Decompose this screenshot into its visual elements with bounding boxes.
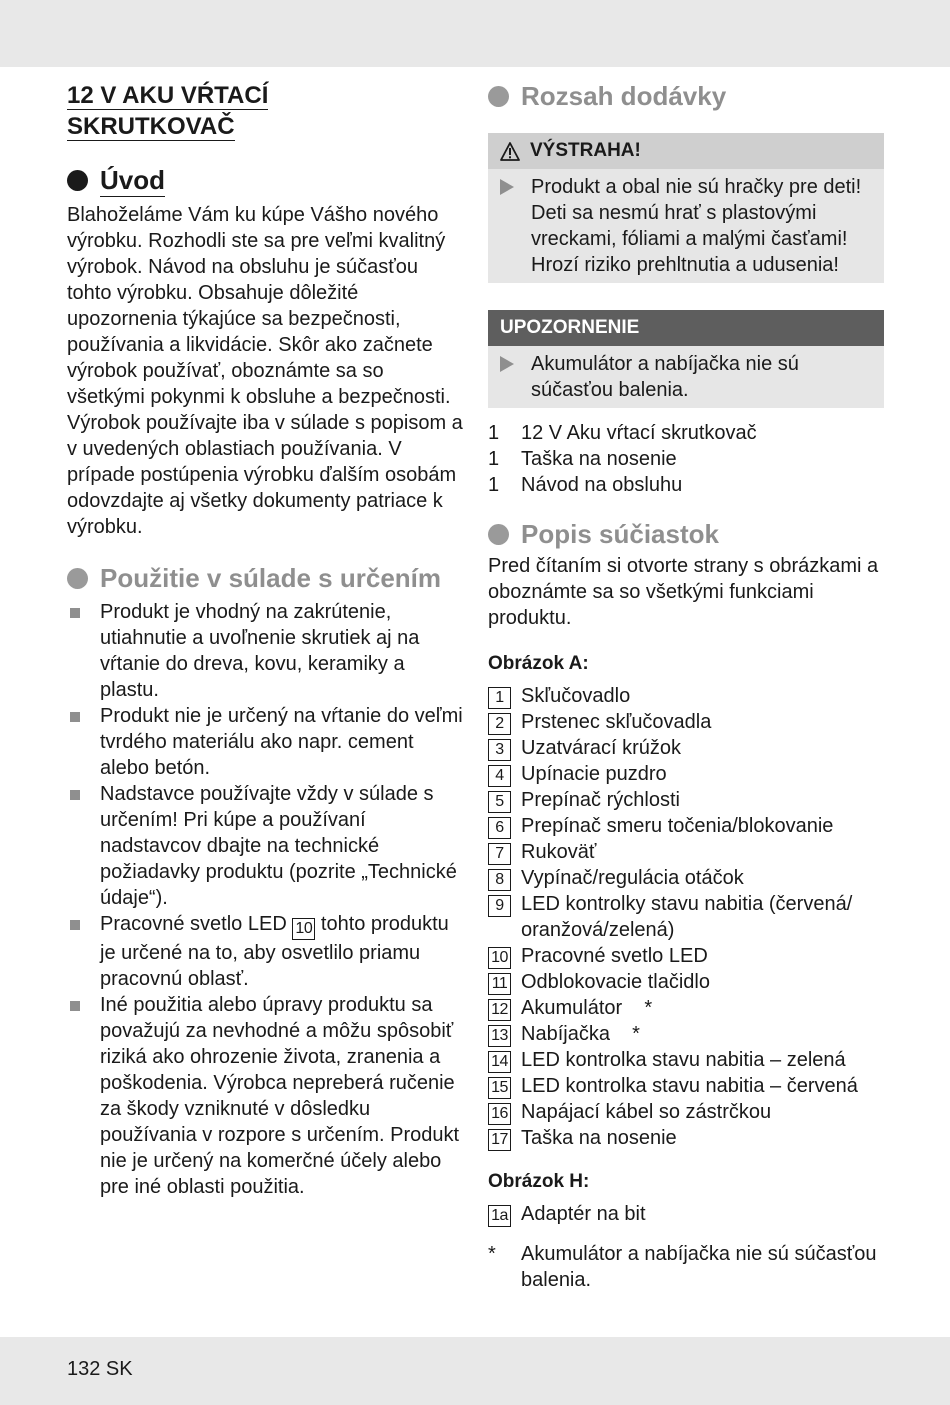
parts-list-a [488,683,884,1151]
square-bullet-icon [70,790,80,800]
warning-text: Produkt a obal nie sú hračky pre deti! Deti sa nesmú hrať s plastovými vreckami, fóliami a malými časťami! Hrozí riziko prehltnutia a udusenia! [531,176,862,276]
part-item: 15 LED kontrolka stavu nabitia – červená [488,1073,884,1099]
part-number: 6 [488,817,511,839]
part-item: 11 Odblokovacie tlačidlo [488,969,884,995]
part-item: 4 Upínacie puzdro [488,761,884,787]
part-item: 7 Rukoväť [488,839,884,865]
title-line-2: SKRUTKOVAČ [67,113,235,140]
part-item: 3 Uzatvárací krúžok [488,735,884,761]
part-item: 17 Taška na nosenie [488,1125,884,1151]
note-text: Akumulátor a nabíjačka nie sú súčasťou balenia. [531,353,799,401]
footer-band [0,1337,950,1405]
list-item: Nadstavce používajte vždy v súlade s určením! Pri kúpe a používaní nadstavcov dbajte na technické požiadavky produktu (pozrite „Technické údaje“). [67,781,465,911]
header-band [0,0,950,67]
document-title [67,80,268,142]
intro-heading [67,164,465,197]
warning-triangle-icon [500,142,520,161]
list-item: Iné použitia alebo úpravy produktu sa považujú za nevhodné a môžu spôsobiť riziká ako ohrozenie života, zranenia a poškodenia. Výrobca nepreberá ručenie za škody vzniknuté v dôsledku používania v rozpore s určením. Produkt nie je určený na komerčné účely alebo pre iné oblasti použitia. [67,992,465,1200]
parts-list-h [488,1201,884,1227]
delivery-heading-text: Rozsah dodávky [521,81,727,111]
bullet-dot-icon [67,568,88,589]
part-number: 15 [488,1077,511,1099]
left-column [67,80,465,1200]
bullet-dot-icon [488,86,509,107]
part-number: 16 [488,1103,511,1125]
usage-heading [67,562,465,594]
square-bullet-icon [70,712,80,722]
square-bullet-icon [70,608,80,618]
usage-list [67,599,465,1200]
part-number: 10 [488,947,511,969]
part-item: 6 Prepínač smeru točenia/blokovanie [488,813,884,839]
part-item: 1a Adaptér na bit [488,1201,884,1227]
part-number: 3 [488,739,511,761]
delivery-item: 1 Návod na obsluhu [488,474,683,496]
note-header: UPOZORNENIE [488,310,884,346]
part-number: 8 [488,869,511,891]
footnote-mark: * [488,1243,496,1265]
list-item: Produkt nie je určený na vŕtanie do veľmi tvrdého materiálu ako napr. cement alebo betón. [67,703,465,781]
part-number: 1a [488,1205,511,1227]
note-body [488,346,884,408]
part-number: 13 [488,1025,511,1047]
bullet-dot-icon [488,524,509,545]
part-ref-10: 10 [292,918,315,940]
part-item: 16 Napájací kábel so zástrčkou [488,1099,884,1125]
warning-title: VÝSTRAHA! [530,140,641,161]
note-box [488,310,884,408]
list-item: Pracovné svetlo LED 10 tohto produktu je určené na to, aby osvetlilo priamu pracovnú oblasť. [67,911,465,992]
title-line-1: 12 V AKU VŔTACÍ [67,82,269,109]
part-item: 5 Prepínač rýchlosti [488,787,884,813]
page-number: 132 SK [67,1358,133,1380]
intro-heading-text: Úvod [100,165,165,195]
usage-heading-text: Použitie v súlade s určením [100,563,441,593]
footnote [488,1241,884,1293]
part-item: 13 Nabíjačka * [488,1021,884,1047]
figure-h-label: Obrázok H: [488,1171,590,1192]
delivery-heading [488,80,884,112]
part-item: 2 Prstenec skľučovadla [488,709,884,735]
part-number: 9 [488,895,511,917]
part-number: 4 [488,765,511,787]
bullet-dot-icon [67,170,88,191]
warning-body [488,169,884,283]
warning-box [488,133,884,283]
arrow-right-icon [500,356,514,372]
part-number: 7 [488,843,511,865]
parts-heading [488,518,884,550]
parts-intro: Pred čítaním si otvorte strany s obrázkami a oboznámte sa so všetkými funkciami produktu. [488,555,879,629]
part-number: 2 [488,713,511,735]
part-item: 1 Skľučovadlo [488,683,884,709]
delivery-list [488,420,884,498]
part-number: 5 [488,791,511,813]
part-item: 9 LED kontrolky stavu nabitia (červená/ oranžová/zelená) [488,891,884,943]
square-bullet-icon [70,920,80,930]
part-number: 17 [488,1129,511,1151]
part-number: 12 [488,999,511,1021]
part-number: 14 [488,1051,511,1073]
figure-a-label: Obrázok A: [488,653,589,674]
part-item: 14 LED kontrolka stavu nabitia – zelená [488,1047,884,1073]
delivery-item: 1 12 V Aku vŕtací skrutkovač [488,422,757,444]
footnote-text: Akumulátor a nabíjačka nie sú súčasťou balenia. [521,1243,877,1291]
part-item: 8 Vypínač/regulácia otáčok [488,865,884,891]
parts-heading-text: Popis súčiastok [521,519,719,549]
intro-paragraph: Blahoželáme Vám ku kúpe Vášho nového výrobku. Rozhodli ste sa pre veľmi kvalitný výrobok. Návod na obsluhu je súčasťou tohto výrobku. Obsahuje dôležité upozornenia týkajúce sa bezpečnosti, používania a likvidácie. Skôr ako začnete výrobok používať, oboznámte sa so všetkými pokynmi k obsluhe a bezpečnosti. Výrobok používajte iba v súlade s popisom a v uvedených oblastiach používania. V prípade postúpenia výrobku ďalším osobám odovzdajte aj všetky dokumenty patriace k výrobku. [67,204,463,538]
delivery-item: 1 Taška na nosenie [488,448,677,470]
list-item: Produkt je vhodný na zakrútenie, utiahnutie a uvoľnenie skrutiek aj na vŕtanie do dreva, kovu, keramiky a plastu. [67,599,465,703]
part-number: 1 [488,687,511,709]
part-number: 11 [488,973,511,995]
part-item: 12 Akumulátor * [488,995,884,1021]
right-column [488,80,884,1293]
part-item: 10 Pracovné svetlo LED [488,943,884,969]
arrow-right-icon [500,179,514,195]
square-bullet-icon [70,1001,80,1011]
warning-header [488,133,884,169]
